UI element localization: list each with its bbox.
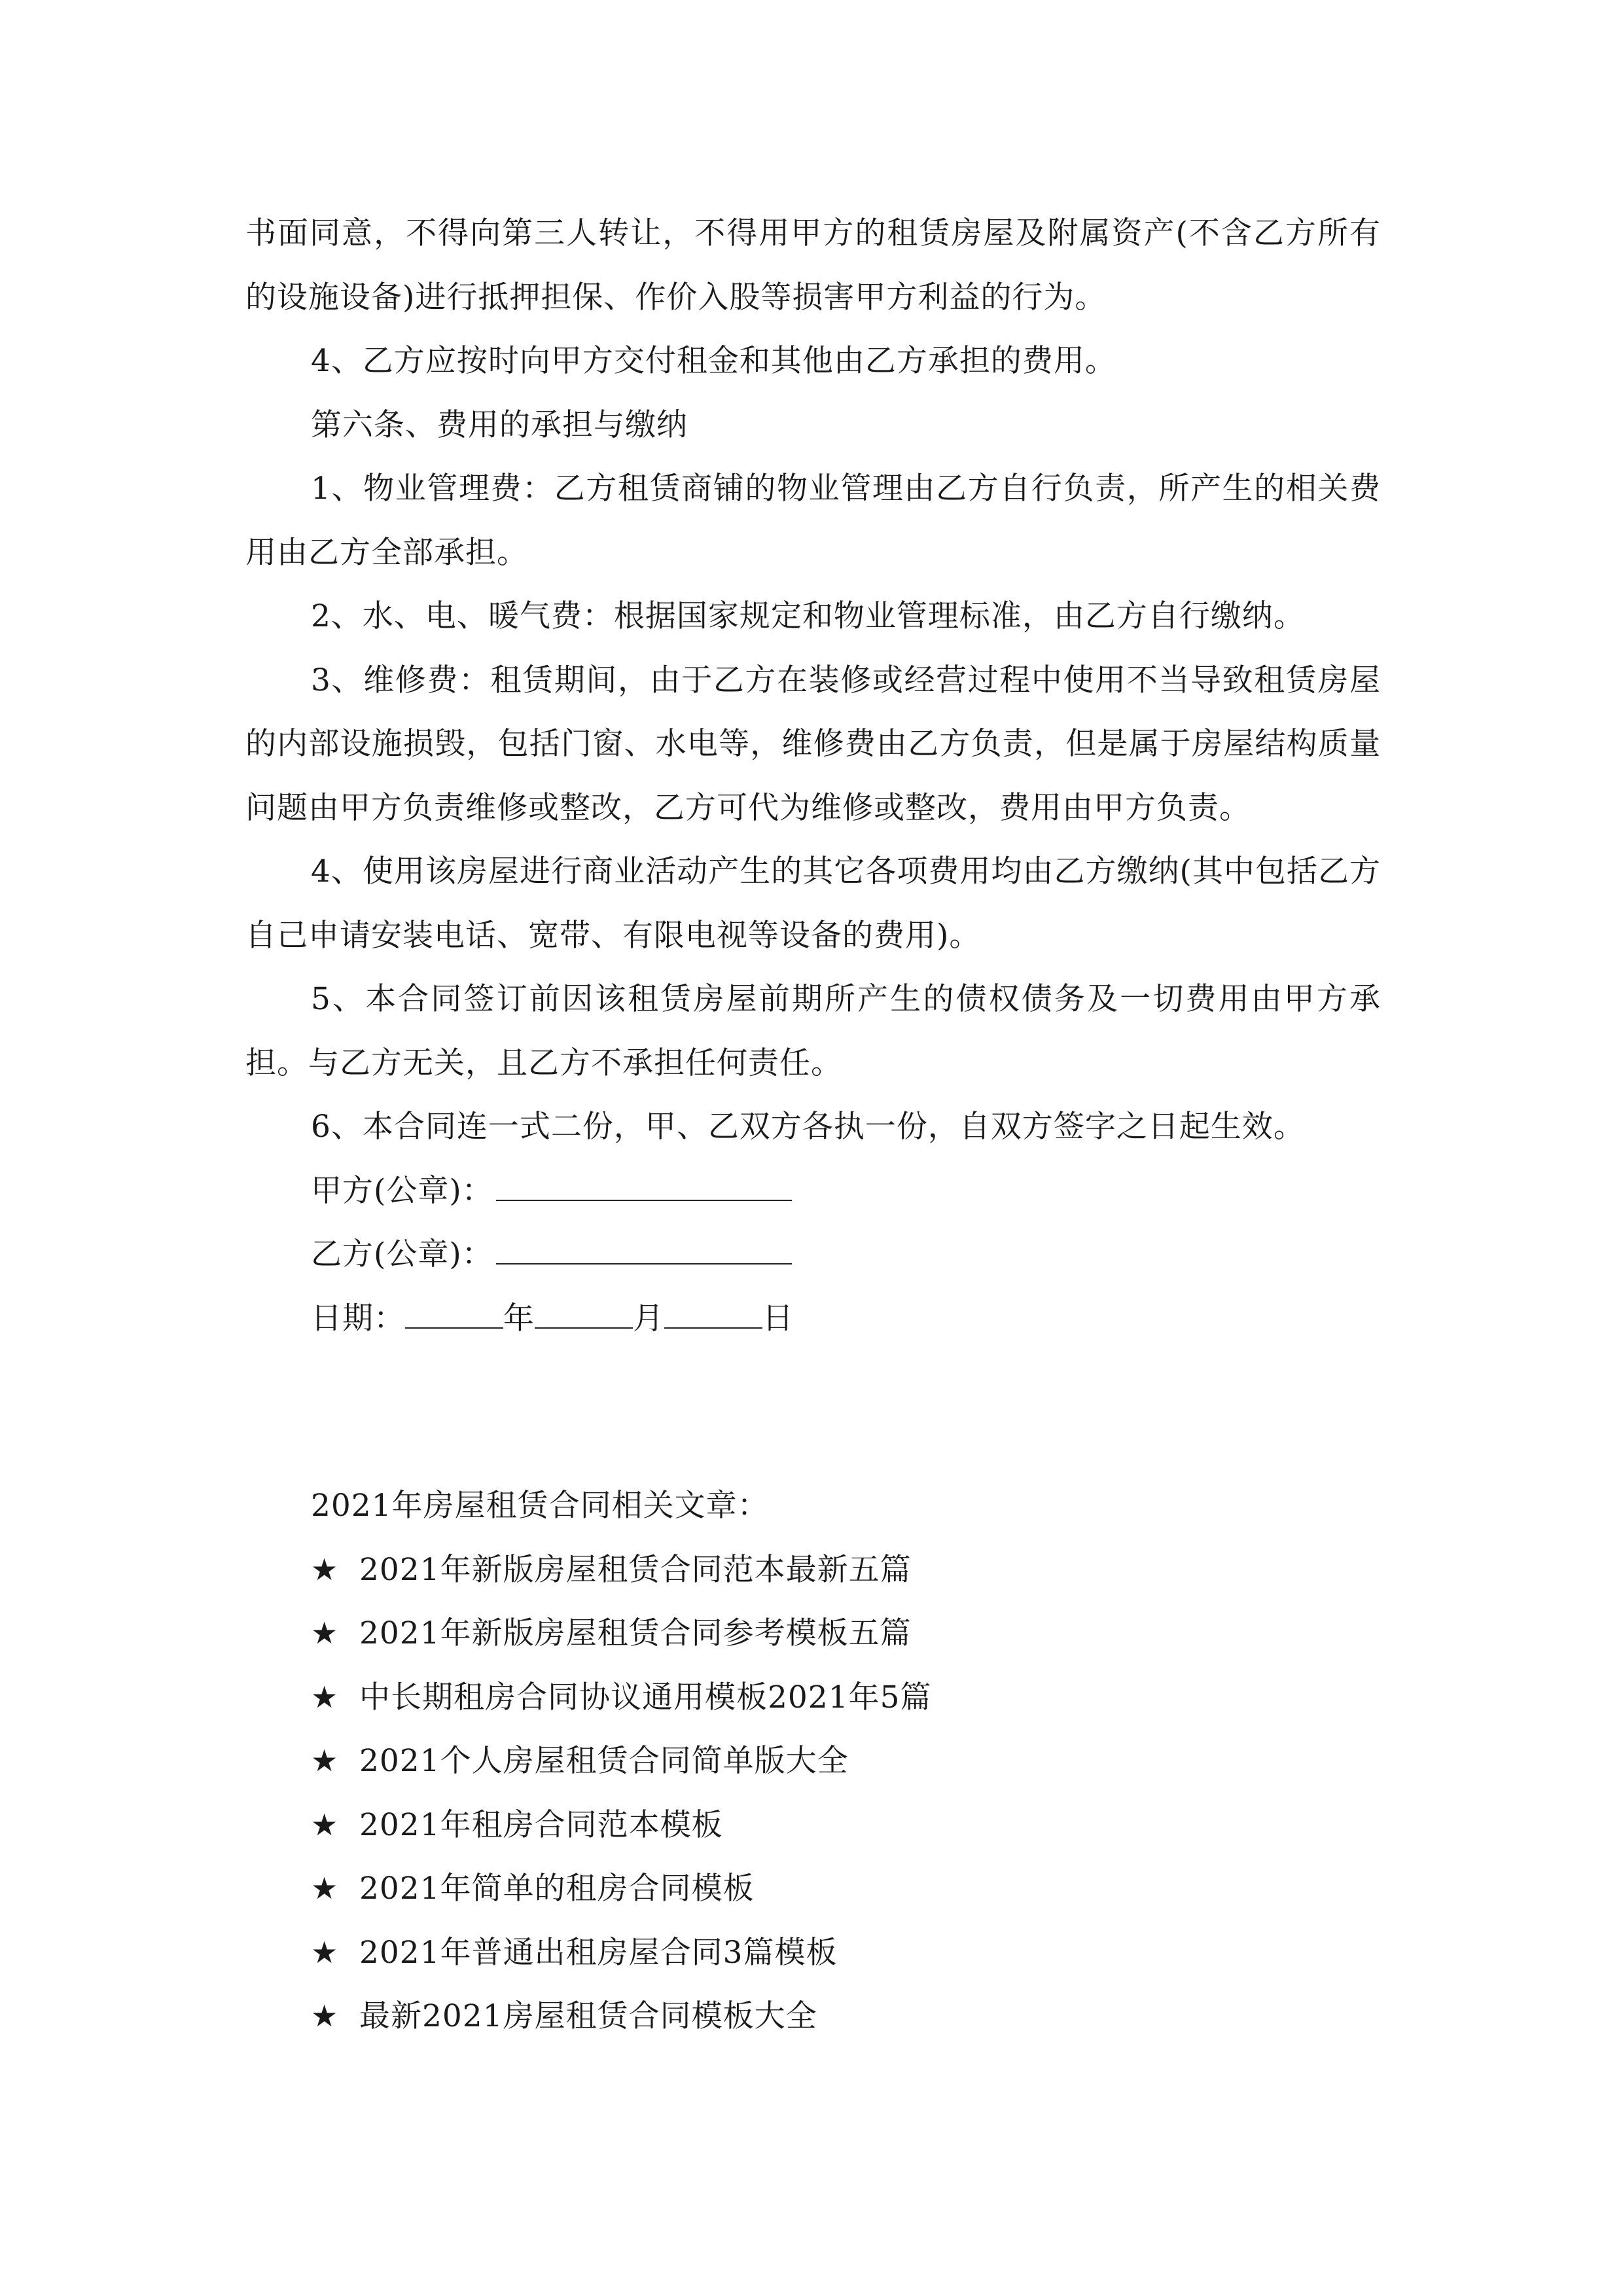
paragraph-rent-payment: 4、乙方应按时向甲方交付租金和其他由乙方承担的费用。 <box>311 343 1116 379</box>
related-article-link[interactable] <box>311 1857 1358 1921</box>
star-icon: ★ <box>311 1871 339 1906</box>
paragraph-property-fee: 1、物业管理费：乙方租赁商铺的物业管理由乙方自行负责，所产生的相关费用由乙方全部承担。 <box>245 471 1381 571</box>
related-articles <box>311 1474 1358 2049</box>
star-icon: ★ <box>311 1806 339 1842</box>
star-icon: ★ <box>311 1551 339 1587</box>
paragraph-other-fees: 4、使用该房屋进行商业活动产生的其它各项费用均由乙方缴纳(其中包括乙方自己申请安装电话、宽带、有限电视等设备的费用)。 <box>245 853 1381 954</box>
party-a-signature-line <box>245 1159 1381 1223</box>
paragraph-copies: 6、本合同连一式二份，甲、乙双方各执一份，自双方签字之日起生效。 <box>311 1109 1305 1145</box>
party-b-signature-blank[interactable] <box>496 1224 792 1265</box>
related-article-title: 最新2021房屋租赁合同模板大全 <box>359 1998 817 2034</box>
day-blank[interactable] <box>664 1288 762 1329</box>
paragraph-prior-debts: 5、本合同签订前因该租赁房屋前期所产生的债权债务及一切费用由甲方承担。与乙方无关，且乙方不承担任何责任。 <box>245 981 1381 1081</box>
related-article-title: 2021年租房合同范本模板 <box>359 1806 723 1843</box>
party-a-label: 甲方(公章)： <box>311 1172 493 1209</box>
year-label: 年 <box>503 1300 535 1336</box>
related-article-link[interactable] <box>311 1538 1358 1602</box>
related-article-title: 2021年新版房屋租赁合同范本最新五篇 <box>359 1551 912 1588</box>
related-article-title: 2021年新版房屋租赁合同参考模板五篇 <box>359 1615 912 1651</box>
day-label: 日 <box>762 1300 794 1336</box>
paragraph-maintenance-fee: 3、维修费：租赁期间，由于乙方在装修或经营过程中使用不当导致租赁房屋的内部设施损毁，包括门窗、水电等，维修费由乙方负责，但是属于房屋结构质量问题由甲方负责维修或整改，乙方可代为维修或整改，费用由甲方负责。 <box>245 662 1381 826</box>
paragraph-transfer-restriction: 书面同意，不得向第三人转让，不得用甲方的租赁房屋及附属资产(不含乙方所有的设施设备)进行抵押担保、作价入股等损害甲方利益的行为。 <box>245 215 1381 315</box>
related-article-title: 2021年普通出租房屋合同3篇模板 <box>359 1934 838 1971</box>
related-article-link[interactable] <box>311 1793 1358 1857</box>
party-b-signature-line <box>245 1223 1381 1287</box>
related-article-title: 2021年简单的租房合同模板 <box>359 1871 755 1907</box>
related-article-link[interactable] <box>311 1666 1358 1730</box>
contract-body <box>245 202 1381 1350</box>
article-six-heading: 第六条、费用的承担与缴纳 <box>311 406 688 443</box>
year-blank[interactable] <box>405 1288 503 1329</box>
related-articles-list <box>311 1538 1358 2049</box>
related-articles-title: 2021年房屋租赁合同相关文章： <box>311 1488 769 1524</box>
date-line <box>245 1287 1381 1351</box>
paragraph-utilities-fee: 2、水、电、暖气费：根据国家规定和物业管理标准，由乙方自行缴纳。 <box>311 598 1305 634</box>
related-article-title: 中长期租房合同协议通用模板2021年5篇 <box>359 1679 932 1715</box>
star-icon: ★ <box>311 1615 339 1651</box>
related-article-link[interactable] <box>311 1984 1358 2049</box>
related-article-link[interactable] <box>311 1921 1358 1985</box>
date-label: 日期： <box>311 1300 405 1336</box>
related-article-title: 2021个人房屋租赁合同简单版大全 <box>359 1743 849 1779</box>
related-article-link[interactable] <box>311 1729 1358 1793</box>
month-label: 月 <box>633 1300 664 1336</box>
star-icon: ★ <box>311 1934 339 1970</box>
star-icon: ★ <box>311 1743 339 1778</box>
party-a-signature-blank[interactable] <box>496 1160 792 1201</box>
star-icon: ★ <box>311 1679 339 1715</box>
related-article-link[interactable] <box>311 1602 1358 1666</box>
month-blank[interactable] <box>535 1288 633 1329</box>
star-icon: ★ <box>311 1998 339 2034</box>
party-b-label: 乙方(公章)： <box>311 1236 493 1272</box>
